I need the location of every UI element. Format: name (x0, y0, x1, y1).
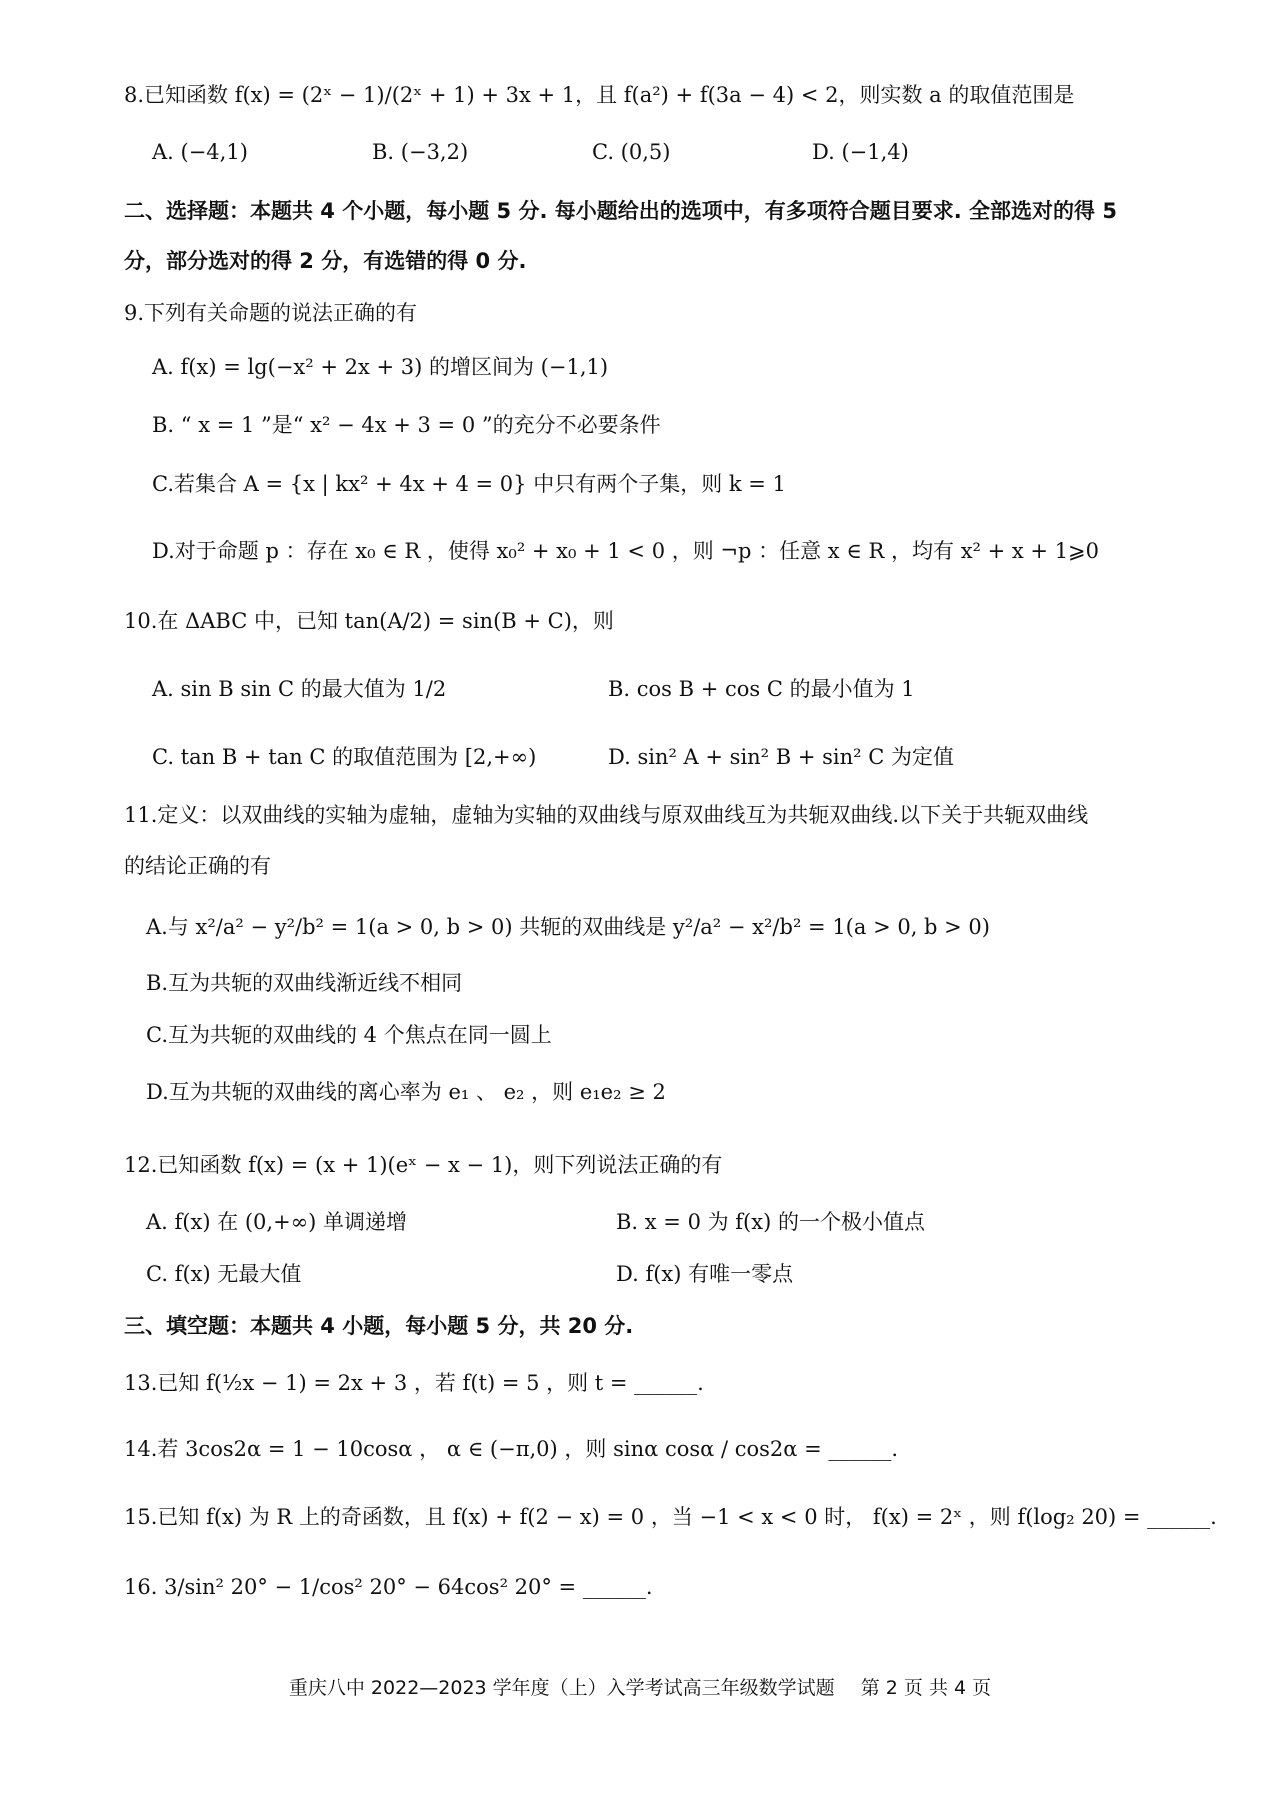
q8-option-a: A. (−4,1) (152, 140, 248, 164)
q12-option-d: D. f(x) 有唯一零点 (616, 1262, 794, 1286)
section2-line2: 分，部分选对的得 2 分，有选错的得 0 分. (124, 249, 527, 273)
q11-option-a: A.与 x²/a² − y²/b² = 1(a > 0, b > 0) 共轭的双曲线是 y²/a² − x²/b² = 1(a > 0, b > 0) (146, 915, 990, 939)
q14: 14.若 3cos2α = 1 − 10cosα ， α ∈ (−π,0) ，则 sinα cosα / cos2α = ______. (124, 1437, 899, 1461)
q9-option-b: B. “ x = 1 ”是“ x² − 4x + 3 = 0 ”的充分不必要条件 (152, 413, 661, 437)
q11-stem-line2: 的结论正确的有 (124, 854, 271, 878)
q10-option-c: C. tan B + tan C 的取值范围为 [2,+∞) (152, 745, 537, 769)
q10-option-b: B. cos B + cos C 的最小值为 1 (608, 677, 915, 701)
q10-option-a: A. sin B sin C 的最大值为 1/2 (152, 677, 447, 701)
section3-heading: 三、填空题：本题共 4 小题，每小题 5 分，共 20 分. (124, 1314, 634, 1338)
page-footer (0, 1673, 1280, 1700)
q16: 16. 3/sin² 20° − 1/cos² 20° − 64cos² 20° = ______. (124, 1575, 653, 1599)
q8-option-d: D. (−1,4) (812, 140, 909, 164)
q11-option-d: D.互为共轭的双曲线的离心率为 e₁ 、 e₂ ，则 e₁e₂ ≥ 2 (146, 1080, 666, 1104)
q8-option-b: B. (−3,2) (372, 140, 469, 164)
q15: 15.已知 f(x) 为 R 上的奇函数，且 f(x) + f(2 − x) = 0 ，当 −1 < x < 0 时， f(x) = 2ˣ ，则 f(log₂ 20) = ______. (124, 1505, 1217, 1529)
q9-option-c: C.若集合 A = {x | kx² + 4x + 4 = 0} 中只有两个子集，则 k = 1 (152, 472, 786, 496)
q8-option-c: C. (0,5) (592, 140, 671, 164)
q10-stem: 10.在 ΔABC 中，已知 tan(A/2) = sin(B + C)，则 (124, 609, 614, 633)
q8-stem: 8.已知函数 f(x) = (2ˣ − 1)/(2ˣ + 1) + 3x + 1，且 f(a²) + f(3a − 4) < 2，则实数 a 的取值范围是 (124, 83, 1075, 107)
q12-stem: 12.已知函数 f(x) = (x + 1)(eˣ − x − 1)，则下列说法正确的有 (124, 1153, 723, 1177)
q11-option-c: C.互为共轭的双曲线的 4 个焦点在同一圆上 (146, 1023, 552, 1047)
q13: 13.已知 f(½x − 1) = 2x + 3 ，若 f(t) = 5 ，则 t = ______. (124, 1371, 704, 1395)
footer-exam-title: 重庆八中 2022—2023 学年度（上）入学考试高三年级数学试题 (288, 1677, 835, 1699)
q12-option-b: B. x = 0 为 f(x) 的一个极小值点 (616, 1210, 925, 1234)
q11-stem-line1: 11.定义：以双曲线的实轴为虚轴，虚轴为实轴的双曲线与原双曲线互为共轭双曲线.以下关于共轭双曲线 (124, 803, 1089, 827)
q9-option-a: A. f(x) = lg(−x² + 2x + 3) 的增区间为 (−1,1) (152, 355, 609, 379)
q12-option-a: A. f(x) 在 (0,+∞) 单调递增 (146, 1210, 408, 1234)
q9-stem: 9.下列有关命题的说法正确的有 (124, 301, 418, 325)
footer-page-number: 第 2 页 共 4 页 (860, 1677, 992, 1699)
q11-option-b: B.互为共轭的双曲线渐近线不相同 (146, 971, 463, 995)
section2-line1: 二、选择题：本题共 4 个小题，每小题 5 分. 每小题给出的选项中，有多项符合题目要求. 全部选对的得 5 (124, 199, 1117, 223)
q12-option-c: C. f(x) 无最大值 (146, 1262, 302, 1286)
q10-option-d: D. sin² A + sin² B + sin² C 为定值 (608, 745, 955, 769)
q9-option-d: D.对于命题 p ：存在 x₀ ∈ R ，使得 x₀² + x₀ + 1 < 0 ，则 ¬p ：任意 x ∈ R ，均有 x² + x + 1⩾0 (152, 539, 1100, 563)
